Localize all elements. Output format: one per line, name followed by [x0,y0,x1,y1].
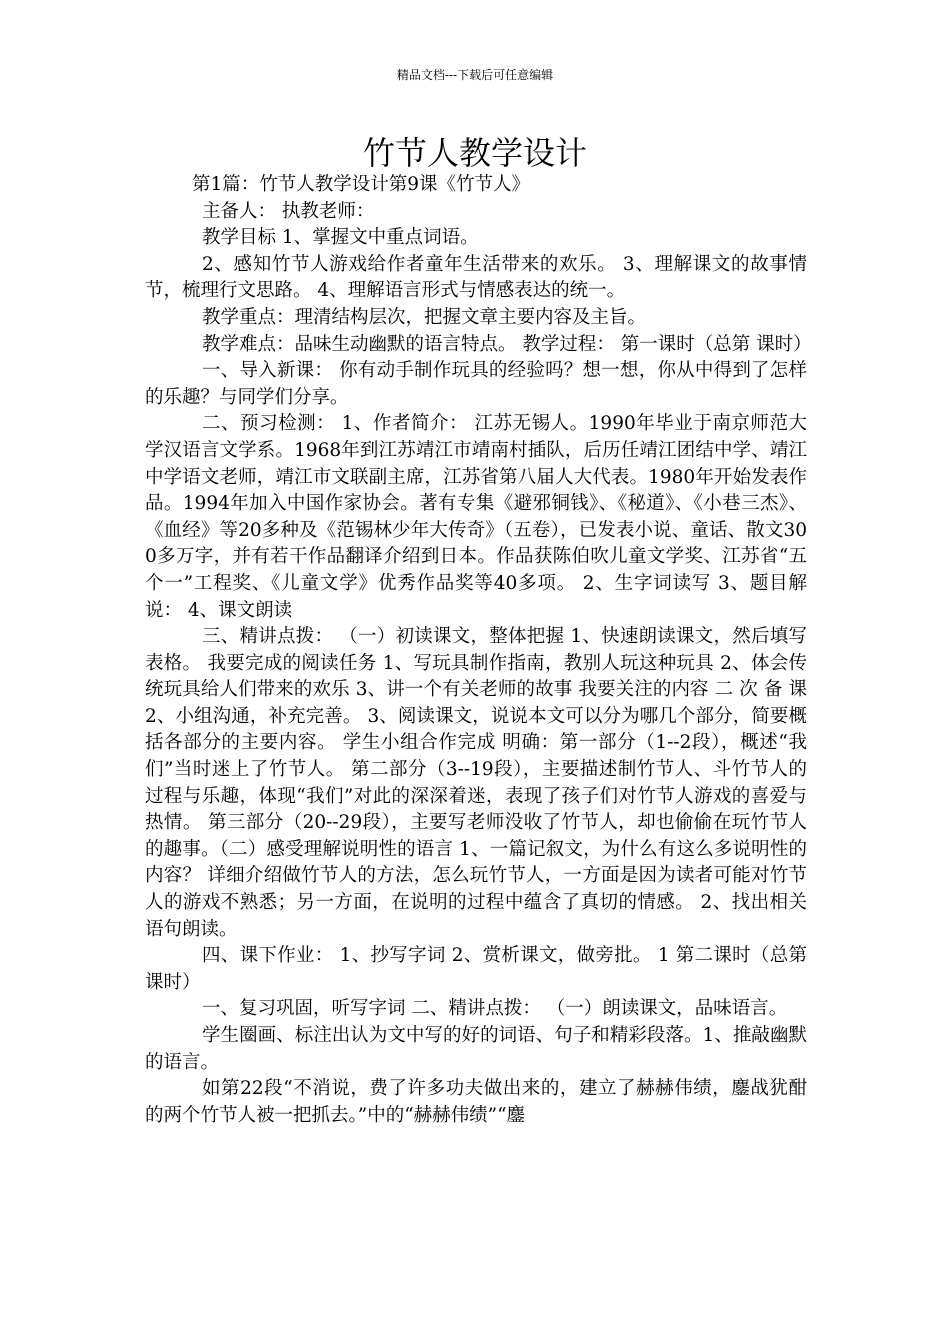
paragraph-4: 2、感知竹节人游戏给作者童年生活带来的欢乐。 3、理解课文的故事情节，梳理行文思路。 4、理解语言形式与情感表达的统一。 [145,253,807,302]
paragraph-5: 教学重点：理清结构层次，把握文章主要内容及主旨。 [202,306,647,328]
paragraph-2: 主备人： 执教老师： [202,200,375,222]
paragraph-10: 四、课下作业： 1、抄写字词 2、赏析课文，做旁批。 1 第二课时（总第 课时） [145,945,807,993]
paragraph-6: 教学难点：品味生动幽默的语言特点。 教学过程： 第一课时（总第 课时） [202,333,812,355]
paragraph-8: 二、预习检测： 1、作者简介： 江苏无锡人。1990年毕业于南京师范大学汉语言文学系。1968年到江苏靖江市靖南村插队，后历任靖江团结中学、靖江中学语文老师，靖江市文联副主席，江苏省第八届人大代表。1980年开始发表作品。1994年加入中国作家协会。著有专集《避邪铜钱》、《秘道》、《小巷三杰》、《血经》等20多种及《范锡林少年大传奇》（五卷），已发表小说、童话、散文300多万字，并有若干作品翻译介绍到日本。作品获陈伯吹儿童文学奖、江苏省“五个一”工程奖、《儿童文学》优秀作品奖等40多项。 2、生字词读写 3、题目解说： 4、课文朗读 [145,413,807,621]
paragraph-12: 学生圈画、标注出认为文中写的好的词语、句子和精彩段落。1、推敲幽默的语言。 [145,1025,807,1073]
document-title: 竹节人教学设计 [362,134,587,172]
document-body [145,172,812,1129]
paragraph-3: 教学目标 1、掌握文中重点词语。 [202,227,479,249]
paragraph-1: 第1篇：竹节人教学设计第9课《竹节人》 [192,174,531,195]
paragraph-7: 一、导入新课： 你有动手制作玩具的经验吗？想一想，你从中得到了怎样的乐趣？与同学们分享。 [145,360,807,408]
header-note: 精品文档---下载后可任意编辑 [396,68,554,82]
paragraph-13: 如第22段“不消说，费了许多功夫做出来的，建立了赫赫伟绩，鏖战犹酣的两个竹节人被一把抓去。”中的“赫赫伟绩”“鏖 [145,1078,807,1126]
paragraph-9: 三、精讲点拨： （一）初读课文，整体把握 1、快速朗读课文，然后填写表格。 我要完成的阅读任务 1、写玩具制作指南，教别人玩这种玩具 2、体会传统玩具给人们带来的欢乐 3、讲一个有关老师的故事 我要关注的内容 二 次 备 课 2、小组沟通，补充完善。 3、阅读课文，说说本文可以分为哪几个部分，简要概括各部分的主要内容。 学生小组合作完成 明确：第一部分（1--2段），概述“我们”当时迷上了竹节人。 第二部分（3--19段），主要描述制竹节人、斗竹节人的过程与乐趣，体现“我们”对此的深深着迷，表现了孩子们对竹节人游戏的喜爱与热情。 第三部分（20--29段），主要写老师没收了竹节人，却也偷偷在玩竹节人的趣事。（二）感受理解说明性的语言 1、一篇记叙文，为什么有这么多说明性的内容？ 详细介绍做竹节人的方法，怎么玩竹节人，一方面是因为读者可能对竹节人的游戏不熟悉；另一方面，在说明的过程中蕴含了真切的情感。 2、找出相关语句朗读。 [145,626,807,940]
paragraph-11: 一、复习巩固，听写字词 二、精讲点拨： （一）朗读课文，品味语言。 [202,998,788,1020]
